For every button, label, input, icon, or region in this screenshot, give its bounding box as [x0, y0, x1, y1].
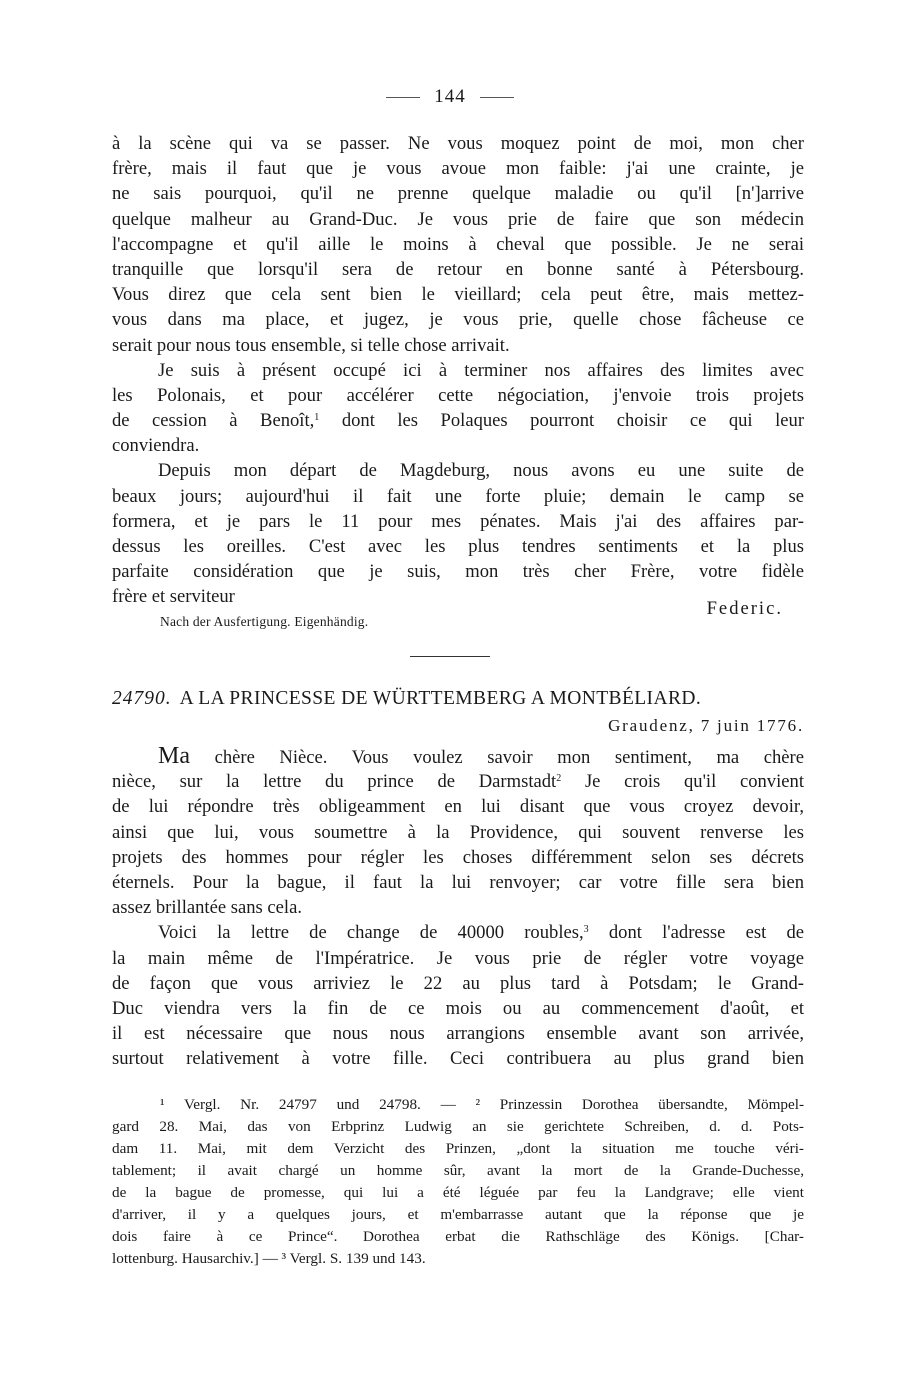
footnote-line: de la bague de promesse, qui lui a été léguée par feu la Landgrave; elle vient: [112, 1184, 804, 1201]
text-segment: de cession à Benoît,: [112, 410, 315, 432]
text-line: quelque malheur au Grand-Duc. Je vous prie de faire que son médecin: [112, 208, 804, 230]
text-line: frère, mais il faut que je vous avoue mon faible: j'ai une crainte, je: [112, 158, 804, 180]
text-line: à la scène qui va se passer. Ne vous moquez point de moi, mon cher: [112, 133, 804, 154]
footnote-line: d'arriver, il y a quelques jours, et m'embarrasse autant que la réponse que je: [112, 1206, 804, 1223]
text-line: surtout relativement à votre fille. Ceci contribuera au plus grand bien: [112, 1048, 804, 1070]
text-segment: dont les Polaques pourront choisir ce qui leur: [341, 410, 805, 432]
footnote-line: dois faire à ce Prince“. Dorothea erbat die Rathschläge des Königs. [Char-: [112, 1228, 804, 1245]
footnote-line: tablement; il avait chargé un homme sûr, avant la mort de la Grande-Duchesse,: [112, 1162, 804, 1179]
page-number-dash-left: [386, 97, 420, 98]
dateline: [608, 716, 804, 736]
text-segment: nièce, sur la lettre du prince de Darmstadt: [112, 771, 557, 793]
text-line: formera, et je pars le 11 pour mes pénates. Mais j'ai des affaires par-: [112, 510, 804, 532]
page-number-dash-right: [480, 97, 514, 98]
text-line: ainsi que lui, vous soumettre à la Providence, qui souvent renverse les: [112, 821, 804, 843]
footnote-ref: 2: [556, 773, 562, 785]
footnote-line: dam 11. Mai, mit dem Verzicht des Prinzen, „dont la situation me touche véri-: [112, 1140, 804, 1157]
text-line: Je suis à présent occupé ici à terminer nos affaires des limites avec: [158, 359, 804, 381]
text-line: [112, 769, 804, 794]
text-line: Vous direz que cela sent bien le vieillard; cela peut être, mais mettez-: [112, 284, 804, 306]
text-line: ne sais pourquoi, qu'il ne prenne quelque maladie ou qu'il [n']arrive: [112, 183, 804, 205]
text-line: [112, 408, 804, 433]
text-segment: Je crois qu'il convient: [584, 771, 804, 793]
text-segment: dont l'adresse est de: [608, 922, 804, 944]
text-line: parfaite considération que je suis, mon très cher Frère, votre fidèle: [112, 561, 804, 583]
salutation-initial: Ma: [158, 743, 190, 769]
section-separator: [410, 656, 490, 657]
letter2-heading: [112, 685, 804, 713]
signature: Federic.: [706, 598, 783, 619]
text-line: conviendra.: [112, 435, 200, 457]
footnote-line: gard 28. Mai, das von Erbprinz Ludwig an sie gerichtete Schreiben, d. d. Pots-: [112, 1118, 804, 1135]
text-line: tranquille que lorsqu'il sera de retour en bonne santé à Pétersbourg.: [112, 258, 804, 280]
text-segment: Voici la lettre de change de 40000 roubles,: [158, 922, 584, 944]
text-line: assez brillantée sans cela.: [112, 897, 302, 919]
text-line: dessus les oreilles. C'est avec les plus tendres sentiments et la plus: [112, 536, 804, 557]
text-line: projets des hommes pour régler les choses différemment selon ses décrets: [112, 846, 804, 868]
text-line: frère et serviteur: [112, 586, 235, 608]
footnote-line: ¹ Vergl. Nr. 24797 und 24798. — ² Prinzessin Dorothea übersandte, Mömpel-: [160, 1096, 804, 1113]
source-note: Nach der Ausfertigung. Eigenhändig.: [160, 614, 369, 629]
page-number: [0, 86, 900, 108]
text-line: [112, 744, 804, 769]
text-segment: chère Nièce. Vous voulez savoir mon sentiment, ma chère: [214, 747, 804, 768]
text-line: beaux jours; aujourd'hui il fait une forte pluie; demain le camp se: [112, 485, 804, 507]
text-line: de façon que vous arriviez le 22 au plus tard à Potsdam; le Grand-: [112, 972, 804, 994]
text-line: les Polonais, et pour accélérer cette négociation, j'envoie trois projets: [112, 384, 804, 406]
text-line: serait pour nous tous ensemble, si telle chose arrivait.: [112, 334, 510, 356]
text-line: Duc viendra vers la fin de ce mois ou au commencement d'août, et: [112, 997, 804, 1019]
footnote-ref: 1: [314, 412, 320, 424]
footnotes: [112, 1094, 804, 1270]
letter-title: A LA PRINCESSE DE WÜRTTEMBERG A MONTBÉLIARD.: [179, 688, 702, 709]
text-line: vous dans ma place, et jugez, je vous prie, quelle chose fâcheuse ce: [112, 309, 804, 331]
page-number-text: 144: [434, 86, 466, 107]
footnote-ref: 3: [583, 924, 589, 936]
text-line: éternels. Pour la bague, il faut la lui renvoyer; car votre fille sera bien: [112, 871, 804, 893]
letter-number: 24790.: [112, 688, 172, 709]
text-line: il est nécessaire que nous nous arrangions ensemble avant son arrivée,: [112, 1023, 804, 1045]
dateline-place: Graudenz,: [608, 716, 695, 735]
text-line: Depuis mon départ de Magdeburg, nous avons eu une suite de: [158, 460, 804, 482]
footnote-line: lottenburg. Hausarchiv.] — ³ Vergl. S. 139 und 143.: [112, 1250, 426, 1267]
dateline-date: 7 juin 1776.: [700, 716, 804, 735]
text-line: l'accompagne et qu'il aille le moins à cheval que possible. Je ne serai: [112, 233, 804, 255]
text-line: de lui répondre très obligeamment en lui disant que vous croyez devoir,: [112, 796, 804, 818]
letter1-body: [112, 131, 804, 610]
letter2-body: [112, 744, 804, 1071]
text-line: la main même de l'Impératrice. Je vous prie de régler votre voyage: [112, 947, 804, 969]
text-line: [112, 920, 804, 945]
